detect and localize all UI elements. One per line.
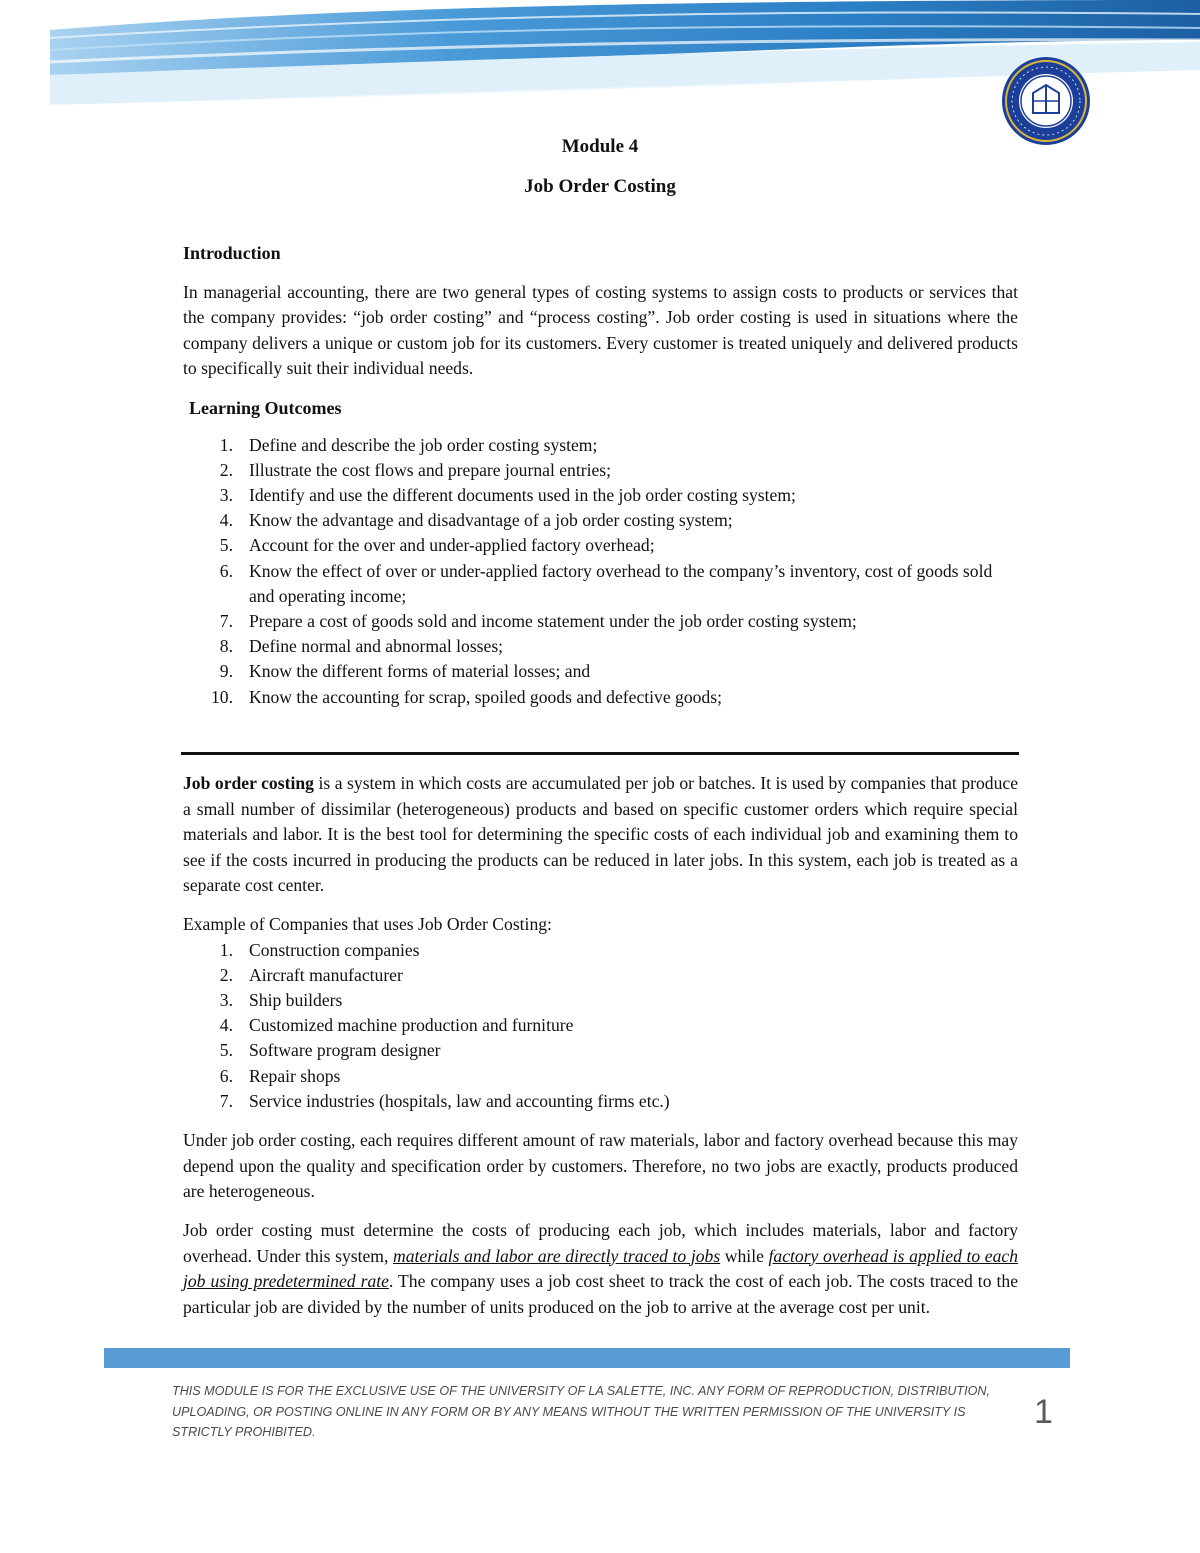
cost-tracing-paragraph: Job order costing must determine the costs of producing each job, which includes materials, labor and factory overhead. Under this system, materials and labor are directly traced to jobs while factory overhead is applied to each job using predetermined rate. The company uses a job cost sheet to track the cost of each job. The costs traced to the particular job are divided by the number of units produced on the job to arrive at the average cost per unit. bbox=[183, 1220, 1018, 1317]
introduction-heading: Introduction bbox=[183, 243, 281, 263]
list-item: 5. Account for the over and under-applied factory overhead; bbox=[219, 535, 655, 556]
list-item: 2. Aircraft manufacturer bbox=[219, 964, 403, 985]
copyright-notice: THIS MODULE IS FOR THE EXCLUSIVE USE OF THE UNIVERSITY OF LA SALETTE, INC. ANY FORM OF REPRODUCTION, DISTRIBUTION, UPLOADING, OR POSTING ONLINE IN ANY FORM OR BY ANY MEANS WITHOUT THE WRITTEN PERMISSION OF THE UNIVERSITY IS STRICTLY PROHIBITED. bbox=[172, 1384, 991, 1439]
definition-paragraph: Job order costing is a system in which costs are accumulated per job or batches. It is used by companies that produce a small number of dissimilar (heterogeneous) products and based on specific customer orders which require special materials and labor. It is the best tool for determining the specific costs of each individual job and examining them to see if the costs incurred in producing the products can be reduced in later jobs. In this system, each job is treated as a separate cost center. bbox=[183, 773, 1019, 895]
list-item: 1. Define and describe the job order costing system; bbox=[219, 434, 598, 455]
list-item: 1. Construction companies bbox=[219, 939, 420, 960]
page-number: 1 bbox=[1034, 1393, 1053, 1431]
list-item: 9. Know the different forms of material losses; and bbox=[219, 661, 591, 682]
definition-term: Job order costing bbox=[183, 773, 314, 793]
module-label: Module 4 bbox=[561, 136, 639, 157]
learning-outcomes-heading: Learning Outcomes bbox=[189, 398, 342, 418]
introduction-body: In managerial accounting, there are two general types of costing systems to assign costs to products or services that the company provides: “job order costing” and “process costing”. Job order costing is used in situations where the company delivers a unique or custom job for its customers. Every customer is treated uniquely and delivered products to specifically suit their individual needs. bbox=[183, 281, 1018, 378]
examples-intro: Example of Companies that uses Job Order Costing: bbox=[183, 914, 552, 934]
list-item: 7. Prepare a cost of goods sold and income statement under the job order costing system; bbox=[219, 610, 857, 631]
cost-tracing-section bbox=[183, 1218, 1018, 1320]
list-item: 10. Know the accounting for scrap, spoiled goods and defective goods; bbox=[211, 686, 722, 707]
section-divider bbox=[181, 752, 1019, 755]
list-item: 8. Define normal and abnormal losses; bbox=[219, 636, 504, 657]
examples-section bbox=[183, 912, 1018, 1114]
list-item: 4. Know the advantage and disadvantage of a job order costing system; bbox=[219, 510, 733, 531]
emphasis-direct-tracing: materials and labor are directly traced to jobs bbox=[393, 1245, 721, 1266]
list-item: 6. Repair shops bbox=[219, 1065, 341, 1086]
list-item: 2. Illustrate the cost flows and prepare journal entries; bbox=[219, 459, 612, 480]
module-title: Job Order Costing bbox=[524, 176, 676, 197]
list-item: 5. Software program designer bbox=[219, 1040, 441, 1061]
learning-outcomes-section bbox=[183, 396, 1018, 710]
university-seal-logo bbox=[1000, 55, 1092, 147]
introduction-section bbox=[183, 241, 1018, 382]
footer-bar bbox=[104, 1348, 1070, 1368]
heterogeneous-section bbox=[183, 1128, 1018, 1205]
list-item: 3. Ship builders bbox=[219, 989, 343, 1010]
list-item: 3. Identify and use the different documents used in the job order costing system; bbox=[219, 484, 796, 505]
list-item: 7. Service industries (hospitals, law and accounting firms etc.) bbox=[219, 1090, 670, 1111]
list-item: 6. Know the effect of over or under-applied factory overhead to the company’s inventory, cost of goods sold and operating income; bbox=[219, 560, 993, 606]
list-item: 4. Customized machine production and furniture bbox=[219, 1015, 574, 1036]
emphasis-overhead-applied: factory overhead is applied to each job using predetermined rate bbox=[183, 1245, 1018, 1291]
heterogeneous-paragraph: Under job order costing, each requires different amount of raw materials, labor and factory overhead because this may depend upon the quality and specification order by customers. Therefore, no two jobs are exactly, products produced are heterogeneous. bbox=[183, 1130, 1018, 1201]
learning-outcomes-list bbox=[183, 433, 1018, 710]
examples-list bbox=[183, 938, 1018, 1114]
definition-section bbox=[183, 771, 1018, 899]
